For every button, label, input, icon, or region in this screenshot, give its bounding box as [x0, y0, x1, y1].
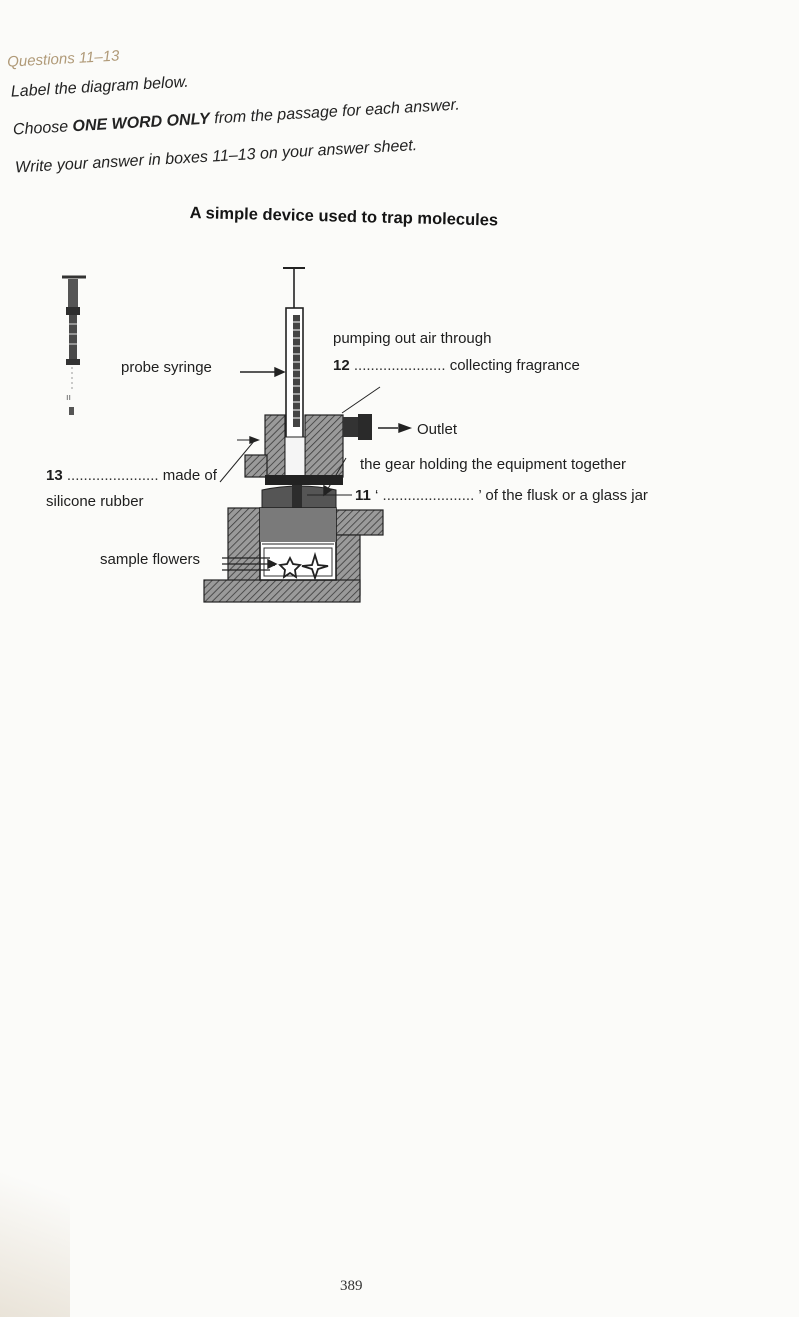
question-12-label [333, 357, 580, 374]
label-outlet: Outlet [417, 421, 458, 438]
small-syringe-illustration [62, 277, 86, 415]
glass-jar-drawing [260, 508, 336, 580]
label-sample-flowers: sample flowers [100, 551, 201, 568]
instruction-write-answer: Write your answer in boxes 11–13 on your answer sheet. [14, 137, 418, 177]
instruction-label-diagram: Label the diagram below. [10, 73, 190, 101]
question-13-label [46, 467, 217, 484]
instruction-choose-prefix: Choose [12, 118, 69, 139]
svg-text:ıı: ıı [66, 392, 72, 402]
diagram-title: A simple device used to trap molecules [189, 204, 499, 230]
page-number: 389 [340, 1278, 363, 1294]
question-11-suffix: ’ of the flusk or a glass jar [478, 487, 648, 504]
question-11-number: 11 [355, 487, 371, 504]
question-11-answer-blank[interactable]: ...................... [382, 487, 475, 504]
question-13-answer-blank[interactable]: ...................... [66, 467, 159, 484]
label-gear: the gear holding the equipment together [360, 456, 627, 473]
label-probe-syringe: probe syringe [121, 359, 212, 376]
probe-syringe-drawing [283, 268, 305, 460]
label-silicone-rubber: silicone rubber [46, 493, 144, 510]
questions-heading: Questions 11–13 [6, 47, 120, 71]
instruction-choose-suffix: from the passage for each answer. [213, 96, 461, 128]
question-11-open-quote: ‘ [375, 487, 379, 504]
question-12-number: 12 [333, 357, 350, 374]
instruction-one-word-only: ONE WORD ONLY [72, 110, 211, 136]
question-12-answer-blank[interactable]: ...................... [353, 357, 446, 374]
question-12-suffix: collecting fragrance [449, 357, 580, 374]
question-13-suffix: made of [162, 467, 217, 484]
question-11-label [355, 487, 648, 504]
holder-block-drawing [245, 414, 372, 477]
question-13-number: 13 [46, 467, 63, 484]
label-pumping-out-air: pumping out air through [333, 330, 492, 347]
